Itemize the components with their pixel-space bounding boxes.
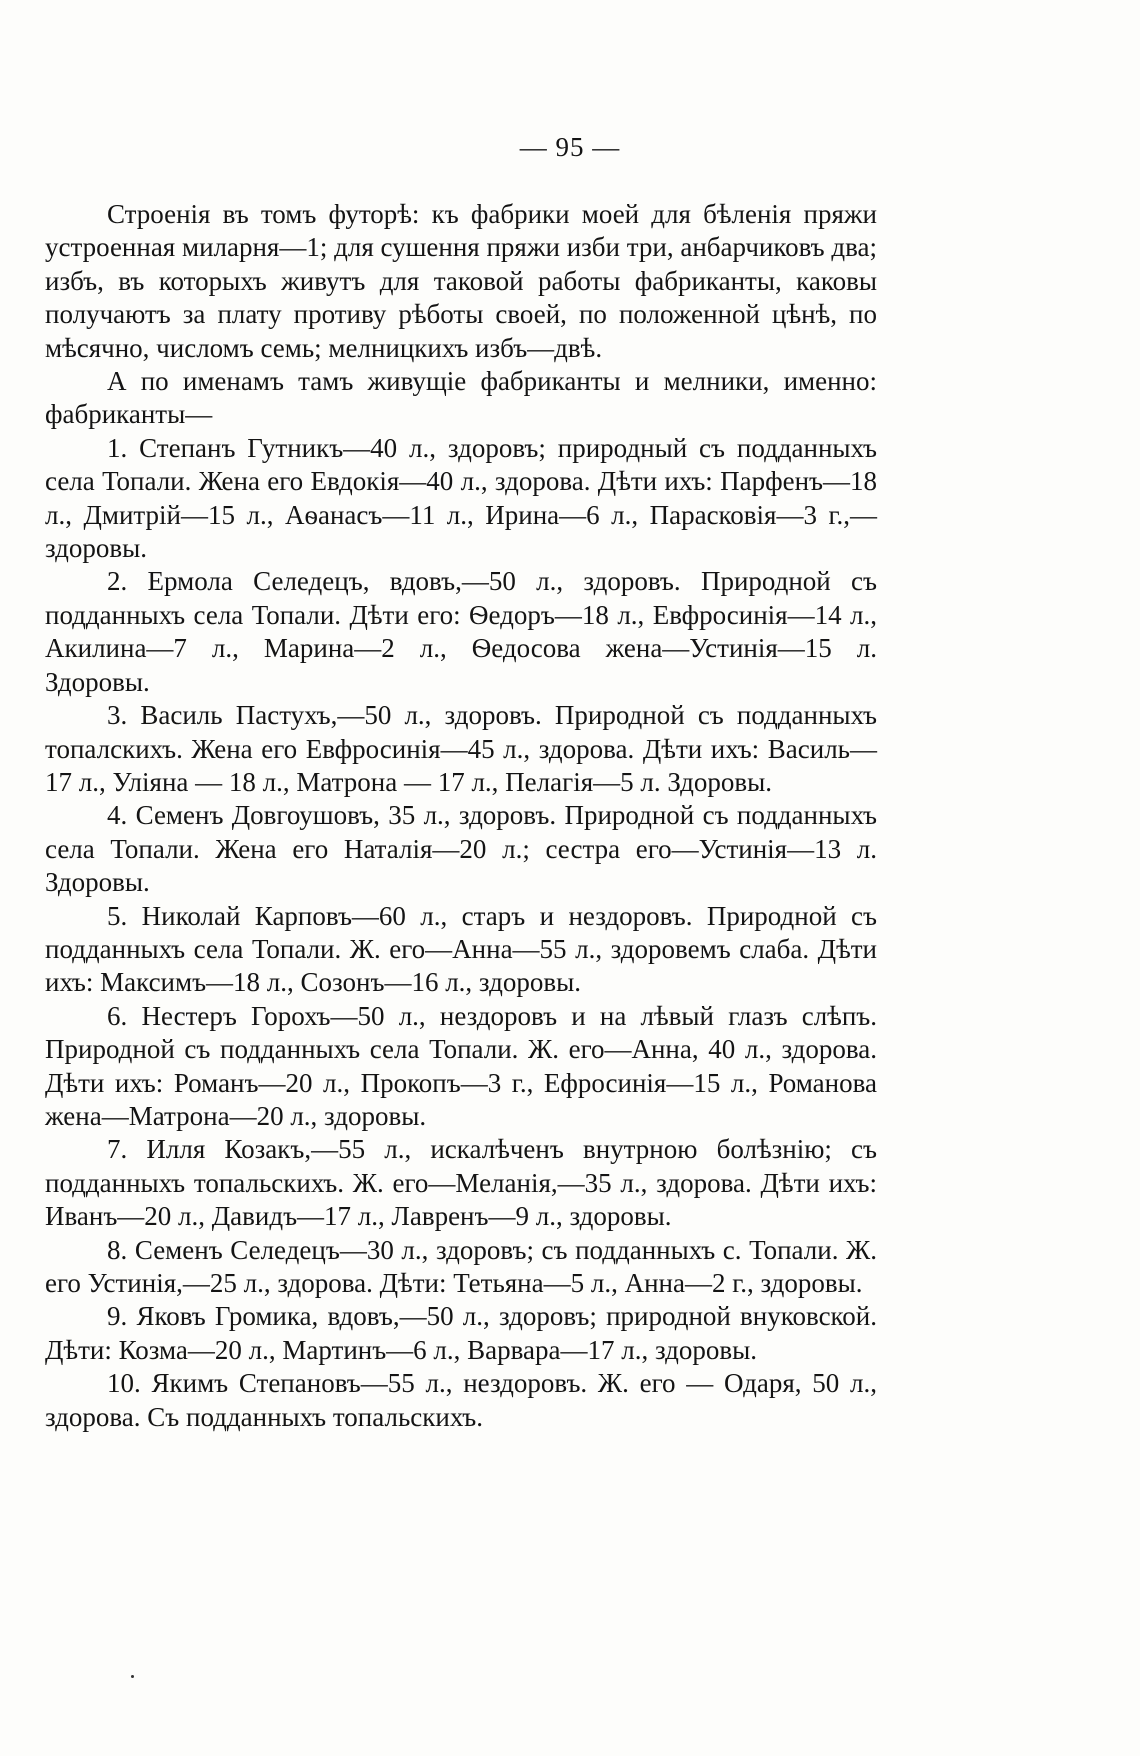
list-item: 4. Семенъ Довгоушовъ, 35 л., здоровъ. Природной съ подданныхъ села Топали. Жена его Наталія—20 л.; сестра его—Устинія—13 л. Здоровы. <box>45 800 877 898</box>
body-text <box>45 198 877 1434</box>
list-item: 3. Василь Пастухъ,—50 л., здоровъ. Природной съ подданныхъ топалскихъ. Жена его Евфросинія—45 л., здорова. Дѣти ихъ: Василь—17 л., Уліяна — 18 л., Матрона — 17 л., Пелагія—5 л. Здоровы. <box>45 700 877 797</box>
list-item: 9. Яковъ Громика, вдовъ,—50 л., здоровъ; природной внуковской. Дѣти: Козма—20 л., Мартинъ—6 л., Варвара—17 л., здоровы. <box>45 1301 877 1365</box>
list-item: 6. Нестеръ Горохъ—50 л., нездоровъ и на лѣвый глазъ слѣпъ. Природной съ подданныхъ села Топали. Ж. его—Анна, 40 л., здорова. Дѣти ихъ: Романъ—20 л., Прокопъ—3 г., Ефросинія—15 л., Романова жена—Матрона—20 л., здоровы. <box>45 1000 877 1131</box>
paragraph-residents-intro: А по именамъ тамъ живущіе фабриканты и мелники, именно: фабриканты— <box>45 366 877 430</box>
list-item: 8. Семенъ Селедецъ—30 л., здоровъ; съ подданныхъ с. Топали. Ж. его Устинія,—25 л., здорова. Дѣти: Тетьяна—5 л., Анна—2 г., здоровы. <box>45 1234 877 1298</box>
list-item: 1. Степанъ Гутникъ—40 л., здоровъ; природный съ подданныхъ села Топали. Жена его Евдокія—40 л., здорова. Дѣти ихъ: Парфенъ—18 л., Дмитрій—15 л., Аѳанасъ—11 л., Ирина—6 л., Парасковія—3 г.,—здоровы. <box>45 432 877 564</box>
list-item: 10. Якимъ Степановъ—55 л., нездоровъ. Ж. его — Одаря, 50 л., здорова. Съ подданныхъ топальскихъ. <box>45 1368 877 1432</box>
scan-speck <box>131 1675 134 1678</box>
list-item: 2. Ермола Селедецъ, вдовъ,—50 л., здоровъ. Природной съ подданныхъ села Топали. Дѣти его: Ѳедоръ—18 л., Евфросинія—14 л., Акилина—7 л., Марина—2 л., Ѳедосова жена—Устинія—15 л. Здоровы. <box>45 566 877 697</box>
page-number: — 95 — <box>519 132 621 162</box>
paragraph-buildings: Строенія въ томъ футорѣ: къ фабрики моей для бѣленія пряжи устроенная миларня—1; для сушення пряжи изби три, анбарчиковъ два; избъ, въ которыхъ живутъ для таковой работы фабриканты, каковы получаютъ за плату противу рѣботы своей, по положенной цѣнѣ, по мѣсячно, числомъ семь; мелницкихъ избъ—двѣ. <box>45 199 877 363</box>
list-item: 7. Илля Козакъ,—55 л., искалѣченъ внутрною болѣзнію; съ подданныхъ топальскихъ. Ж. его—Меланія,—35 л., здорова. Дѣти ихъ: Иванъ—20 л., Давидъ—17 л., Лавренъ—9 л., здоровы. <box>45 1134 877 1232</box>
list-item: 5. Николай Карповъ—60 л., старъ и нездоровъ. Природной съ подданныхъ села Топали. Ж. его—Анна—55 л., здоровемъ слаба. Дѣти ихъ: Максимъ—18 л., Созонъ—16 л., здоровы. <box>45 900 877 998</box>
